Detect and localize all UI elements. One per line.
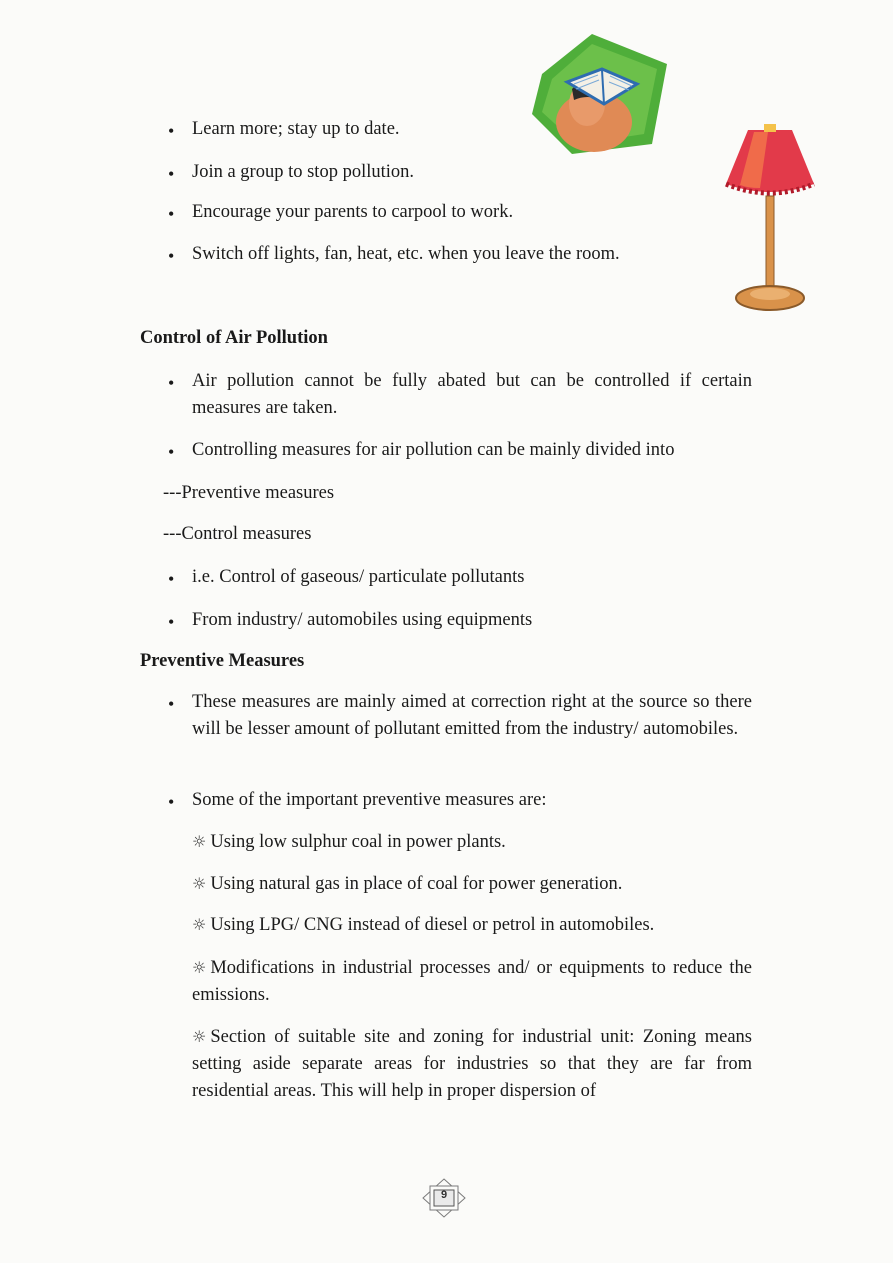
sun-symbol-icon: ☼ [192,874,207,893]
measure-type-control: ---Control measures [163,524,312,544]
bullet: • [168,694,175,714]
section-heading-control: Control of Air Pollution [140,328,328,348]
preventive-measure-item: ☼ Using LPG/ CNG instead of diesel or petrol in automobiles. [192,915,655,935]
document-page: • Learn more; stay up to date. • Join a group to stop pollution. • Encourage your parents to carpool to work. • Switch off lights, fan, heat, etc. when you leave the room. Control of Air Pollution • Air pollution cannot be fully abated but can be controlled if certain measures are taken. • Controlling measures for air pollution can be mainly divided into ---Preventive measures ---Control measures • i.e. Control of gaseous/ particulate pollutants • From industry/ automobiles using equipments Preventive Measures • These measures are mainly aimed at correction right at the source so there will be lesser amount of pollutant emitted from the industry/ automobiles. • Some of the important preventive measures are: ☼ Using low sulphur coal in power plants. ☼ Using natural gas in place of coal for power generation. ☼ Using LPG/ CNG instead of diesel or petrol in automobiles. ☼ Modifications in industrial processes and/ or equipments to reduce the emissions. ☼ Section of suitable site and zoning for industrial unit: Zoning means setting aside separate areas for industries so that they are far from residential areas. This will help in proper dispersion of 9 [0,0,893,1263]
preventive-measure-item: ☼ Section of suitable site and zoning for industrial unit: Zoning means setting aside separate areas for industries so that they are far from residential areas. This will help in proper dispersion of [192,1027,752,1101]
measure-type-preventive: ---Preventive measures [163,483,335,503]
bullet: • [168,246,175,266]
bullet: • [168,164,175,184]
sun-symbol-icon: ☼ [192,958,207,977]
bullet: • [168,569,175,589]
bullet: • [168,442,175,462]
bullet: • [168,204,175,224]
preventive-measure-item: ☼ Modifications in industrial processes and/ or equipments to reduce the emissions. [192,958,752,1005]
bullet: • [168,121,175,141]
bullet: • [168,792,175,812]
bullet: • [168,373,175,393]
bullet: • [168,612,175,632]
preventive-measure-item: ☼ Using low sulphur coal in power plants. [192,832,506,852]
page-number: 9 [440,1189,448,1201]
sun-symbol-icon: ☼ [192,915,207,934]
sun-symbol-icon: ☼ [192,832,207,851]
page-number-badge [422,1178,466,1218]
sun-symbol-icon: ☼ [192,1027,207,1046]
section-heading-preventive: Preventive Measures [140,651,305,671]
preventive-measure-item: ☼ Using natural gas in place of coal for power generation. [192,874,623,894]
